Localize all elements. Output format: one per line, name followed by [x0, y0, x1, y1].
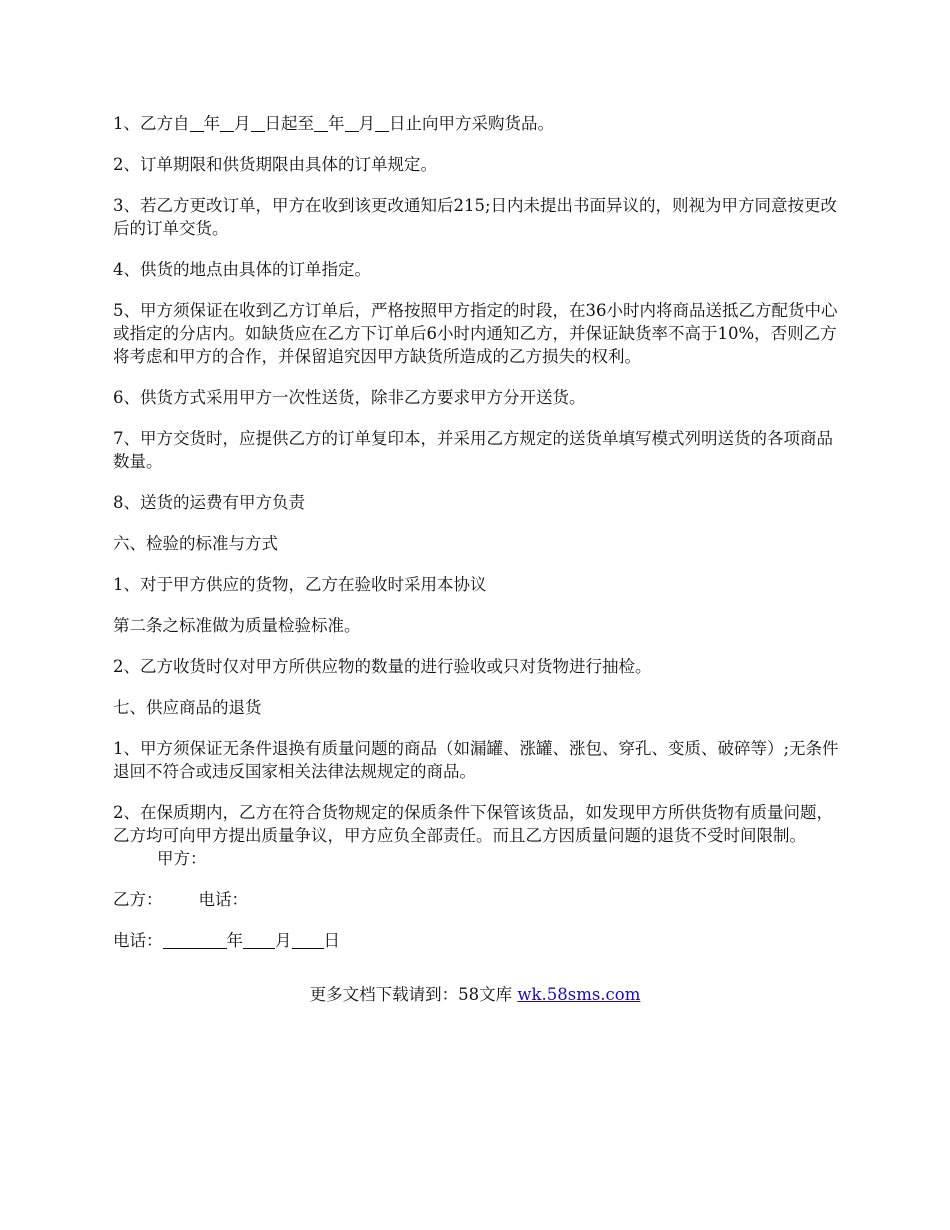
blank-line: [375, 113, 389, 132]
clause-5: 5、甲方须保证在收到乙方订单后，严格按照甲方指定的时段，在36小时内将商品送抵乙方配货中心或指定的分店内。如缺货应在乙方下订单后6小时内通知乙方，并保证缺货率不高于10%，否则乙方将考虑和甲方的合作，并保留追究因甲方缺货所造成的乙方损失的权利。: [113, 301, 838, 366]
clause-1-text: 年: [203, 114, 220, 133]
month-label: 月: [275, 931, 292, 950]
phone-label-1: 电话：: [198, 890, 248, 909]
clause-1-text: 年: [328, 114, 345, 133]
clause-4: 4、供货的地点由具体的订单指定。: [113, 260, 371, 279]
clause-1-text: 月: [358, 114, 375, 133]
clause-8: 8、送货的运费有甲方负责: [113, 493, 305, 512]
section-6-item-1-cont: 第二条之标准做为质量检验标准。: [113, 616, 361, 635]
document-body: [113, 112, 843, 970]
blank-line: [345, 113, 359, 132]
footer-link[interactable]: wk.58sms.com: [517, 985, 641, 1004]
clause-1-text: 月: [234, 114, 251, 133]
section-7-item-1: 1、甲方须保证无条件退换有质量问题的商品（如漏罐、涨罐、涨包、穿孔、变质、破碎等）;无条件退回不符合或违反国家相关法律法规规定的商品。: [113, 739, 839, 781]
blank-line: [251, 113, 265, 132]
footer-text: 更多文档下载请到：58文库: [309, 985, 518, 1004]
clause-7: 7、甲方交货时，应提供乙方的订单复印本，并采用乙方规定的送货单填写模式列明送货的各项商品数量。: [113, 429, 833, 471]
clause-6: 6、供货方式采用甲方一次性送货，除非乙方要求甲方分开送货。: [113, 388, 586, 407]
party-b-label: 乙方：: [113, 890, 163, 909]
blank-line: [314, 113, 328, 132]
section-6-item-1: 1、对于甲方供应的货物，乙方在验收时采用本协议: [113, 575, 487, 594]
blank-line: [163, 930, 227, 949]
blank-line: [220, 113, 234, 132]
phone-label-2: 电话：: [113, 931, 163, 950]
blank-line: [243, 930, 275, 949]
clause-1-text: 日起至: [264, 114, 314, 133]
year-label: 年: [226, 931, 243, 950]
section-6-heading: 六、检验的标准与方式: [113, 534, 278, 553]
section-6-item-2: 2、乙方收货时仅对甲方所供应物的数量的进行验收或只对货物进行抽检。: [113, 657, 652, 676]
blank-line: [190, 113, 204, 132]
clause-1-text: 日止向甲方采购货品。: [389, 114, 554, 133]
section-7-item-2-text: 2、在保质期内，乙方在符合货物规定的保质条件下保管该货品，如发现甲方所供货物有质量问题，乙方均可向甲方提出质量争议，甲方应负全部责任。而且乙方因质量问题的退货不受时间限制。: [113, 803, 833, 845]
day-label: 日: [323, 931, 340, 950]
party-a-label: 甲方：: [157, 849, 207, 868]
signature-line-2: [113, 929, 843, 952]
clause-3: 3、若乙方更改订单，甲方在收到该更改通知后215;日内未提出书面异议的，则视为甲方同意按更改后的订单交货。: [113, 196, 838, 238]
section-7-item-2: [113, 801, 843, 870]
clause-1: [113, 112, 843, 135]
blank-line: [292, 930, 324, 949]
section-7-heading: 七、供应商品的退货: [113, 698, 262, 717]
clause-2: 2、订单期限和供货期限由具体的订单规定。: [113, 155, 437, 174]
clause-1-text: 1、乙方自: [113, 114, 190, 133]
footer: [0, 983, 950, 1006]
signature-line-1: [113, 888, 843, 911]
